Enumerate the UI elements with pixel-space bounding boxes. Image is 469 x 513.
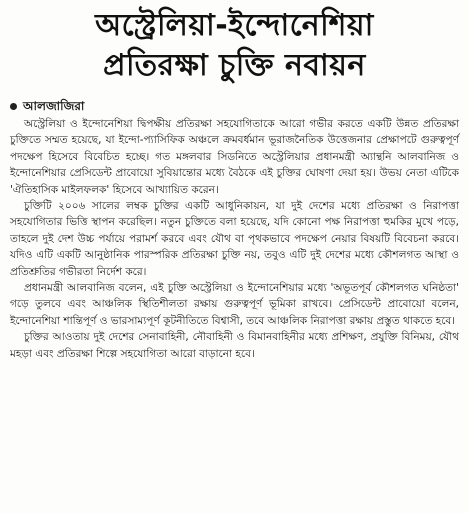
- article-paragraph: চুক্তিটি ২০০৬ সালের লম্বক চুক্তির একটি আধুনিকায়ন, যা দুই দেশের মধ্যে প্রতিরক্ষা ও নিরাপত্তা সহযোগিতার ভিত্তি স্থাপন করেছিল। নতুন চুক্তিতে বলা হয়েছে, যদি কোনো পক্ষ নিরাপত্তা হুমকির মুখে পড়ে, তাহলে দুই দেশ উচ্চ পর্যায়ে পরামর্শ করবে এবং যৌথ বা পৃথকভাবে পদক্ষেপ নেয়ার বিষয়টি বিবেচনা করবে। যদিও এটি একটি আনুষ্ঠানিক পারস্পরিক প্রতিরক্ষা চুক্তি নয়, তবুও এটি দুই দেশের মধ্যে কৌশলগত আস্থা ও প্রতিশ্রুতির গভীরতা নির্দেশ করে।: [10, 200, 459, 278]
- bullet-icon: [10, 103, 17, 110]
- headline-line-1: অস্ট্রেলিয়া-ইন্দোনেশিয়া: [95, 8, 374, 43]
- headline-line-2: প্রতিরক্ষা চুক্তি নবায়ন: [103, 48, 366, 83]
- article-paragraph: প্রধানমন্ত্রী আলবানিজ বলেন, এই চুক্তি অস্ট্রেলিয়া ও ইন্দোনেশিয়ার মধ্যে 'অভূতপূর্ব কৌশলগত ঘনিষ্ঠতা' গড়ে তুলবে এবং আঞ্চলিক স্থিতিশীলতা রক্ষায় গুরুত্বপূর্ণ ভূমিকা রাখবে। প্রেসিডেন্ট প্রাবোয়ো বলেন, ইন্দোনেশিয়া শান্তিপূর্ণ ও ভারসাম্যপূর্ণ কূটনীতিতে বিশ্বাসী, তবে আঞ্চলিক নিরাপত্তা রক্ষায় প্রস্তুত থাকতে হবে।: [10, 282, 459, 327]
- article-paragraph: চুক্তির আওতায় দুই দেশের সেনাবাহিনী, নৌবাহিনী ও বিমানবাহিনীর মধ্যে প্রশিক্ষণ, প্রযুক্তি বিনিময়, যৌথ মহড়া এবং প্রতিরক্ষা শিল্পে সহযোগিতা আরো বাড়ানো হবে।: [10, 331, 459, 360]
- article-body: [10, 116, 459, 362]
- article-paragraph: অস্ট্রেলিয়া ও ইন্দোনেশিয়া দ্বিপক্ষীয় প্রতিরক্ষা সহযোগিতাকে আরো গভীর করতে একটি উন্নত প্রতিরক্ষা চুক্তিতে সম্মত হয়েছে, যা ইন্দো-প্যাসিফিক অঞ্চলে ক্রমবর্ধমান ভূরাজনৈতিক উত্তেজনার প্রেক্ষাপটে গুরুত্বপূর্ণ পদক্ষেপ হিসেবে বিবেচিত হচ্ছে। গত মঙ্গলবার সিডনিতে অস্ট্রেলিয়ার প্রধানমন্ত্রী অ্যান্থনি আলবানিজ ও ইন্দোনেশিয়ার প্রেসিডেন্ট প্রাবোয়ো সুবিয়ান্তোর মধ্যে বৈঠকে এই চুক্তির ঘোষণা দেয়া হয়। উভয় নেতা এটিকে 'ঐতিহাসিক মাইলফলক' হিসেবে আখ্যায়িত করেন।: [10, 118, 459, 196]
- byline: [10, 98, 469, 114]
- byline-source: আলজাজিরা: [23, 99, 85, 113]
